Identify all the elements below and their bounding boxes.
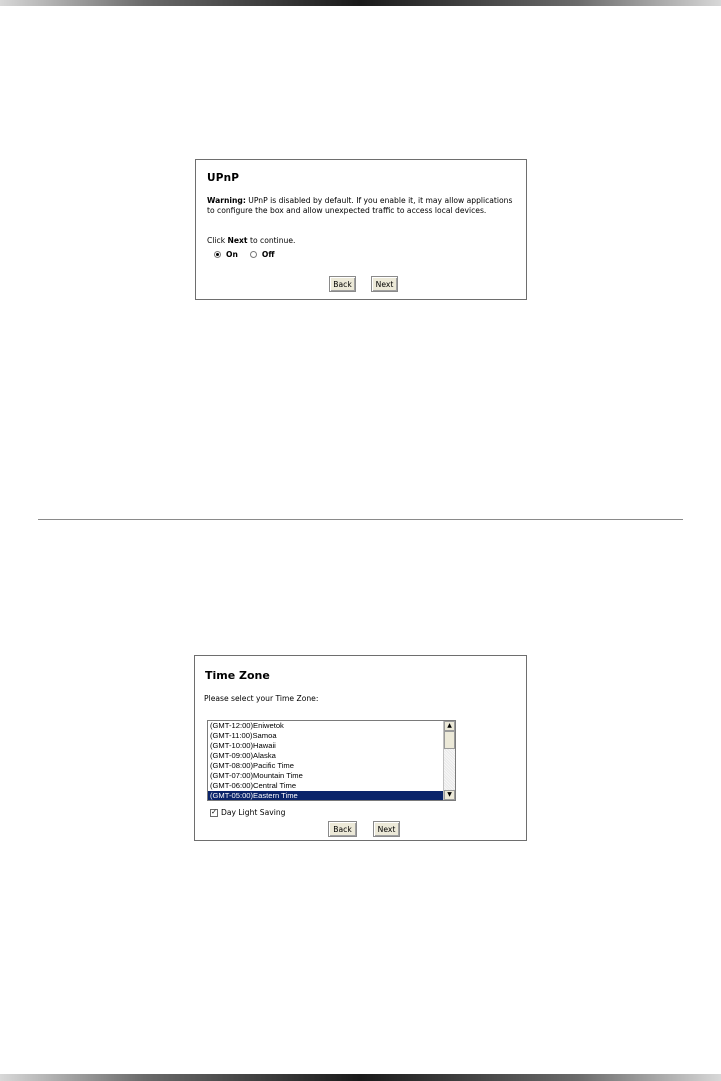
upnp-title: UPnP [207,172,240,184]
upnp-warning-text [207,196,519,216]
radio-on[interactable] [214,251,221,258]
list-item[interactable]: (GMT-09:00)Alaska [210,751,276,760]
listbox-scrollbar[interactable] [443,721,455,800]
bottom-decorative-bar [0,1074,721,1081]
continue-instruction [207,236,295,245]
top-decorative-bar [0,0,721,6]
list-item-selected[interactable]: (GMT-05:00)Eastern Time [208,791,455,801]
scrollbar-thumb[interactable] [444,731,455,749]
upnp-radio-group [214,250,274,259]
time-zone-prompt: Please select your Time Zone: [204,694,319,703]
radio-off-label[interactable]: Off [261,250,275,259]
continue-prefix: Click [207,236,228,245]
time-zone-title: Time Zone [205,669,270,682]
radio-off[interactable] [250,251,257,258]
time-zone-next-button[interactable]: Next [373,821,400,837]
continue-suffix: to continue. [247,236,296,245]
upnp-panel [195,159,527,300]
section-divider [38,519,683,520]
upnp-back-button[interactable]: Back [329,276,356,292]
scroll-down-arrow-icon[interactable]: ▼ [444,790,455,800]
time-zone-listbox[interactable] [207,720,456,801]
continue-next-word: Next [227,236,248,245]
daylight-saving-label[interactable]: Day Light Saving [221,808,286,817]
list-item[interactable]: (GMT-08:00)Pacific Time [210,761,294,770]
list-item[interactable]: (GMT-10:00)Hawaii [210,741,276,750]
time-zone-back-button[interactable]: Back [328,821,357,837]
list-item[interactable]: (GMT-12:00)Eniwetok [210,721,284,730]
warning-label: Warning: [207,196,246,205]
list-item[interactable]: (GMT-06:00)Central Time [210,781,297,790]
list-item[interactable]: (GMT-07:00)Mountain Time [210,771,303,780]
upnp-next-button[interactable]: Next [371,276,398,292]
radio-on-label[interactable]: On [226,250,238,259]
daylight-saving-row [210,808,285,817]
scroll-up-arrow-icon[interactable]: ▲ [444,721,455,731]
warning-body: UPnP is disabled by default. If you enable it, it may allow applications to configure the box and allow unexpected traffic to access local devices. [207,196,513,215]
list-item[interactable]: (GMT-11:00)Samoa [210,731,277,740]
time-zone-panel [194,655,527,841]
daylight-saving-checkbox[interactable]: ✓ [211,808,217,816]
